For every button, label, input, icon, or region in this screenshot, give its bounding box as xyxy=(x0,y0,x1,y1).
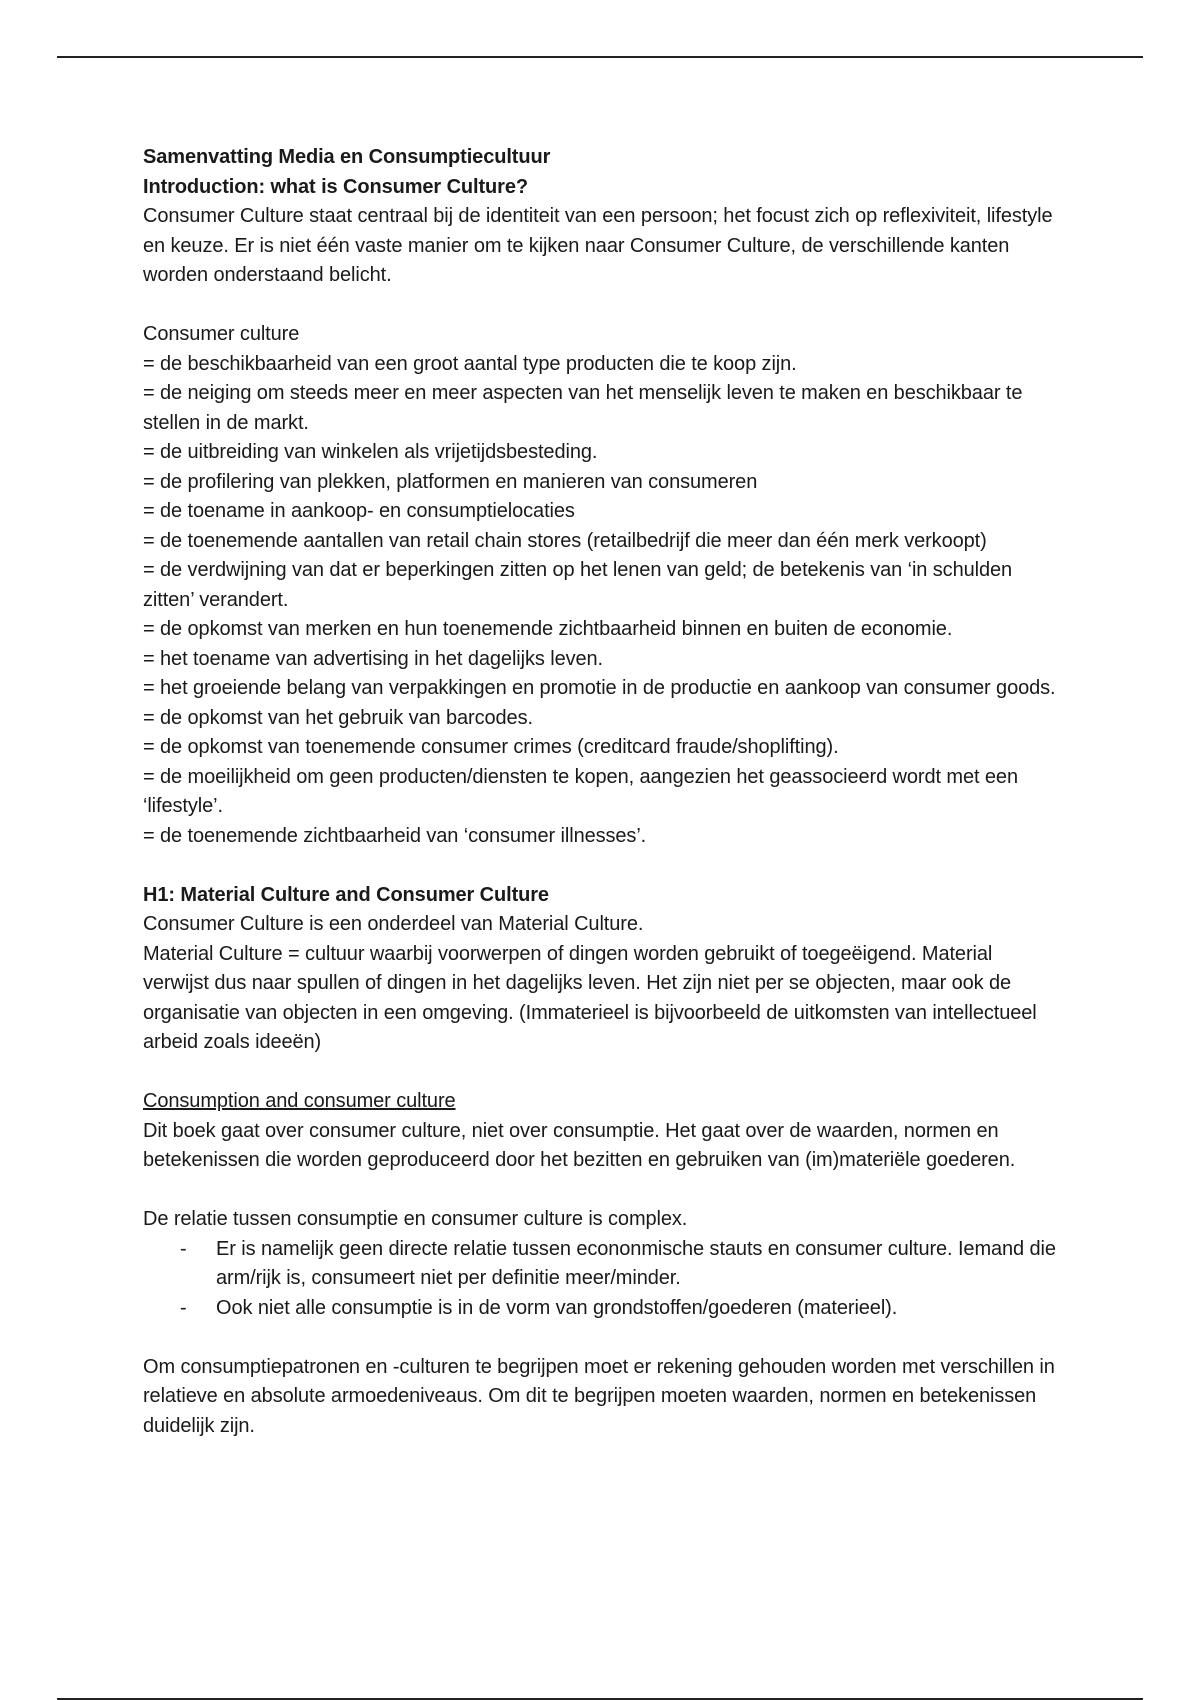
section-heading-h1: H1: Material Culture and Consumer Culture xyxy=(143,883,549,906)
document-body xyxy=(143,143,1063,1441)
header-rule xyxy=(57,56,1143,58)
definition-item: = de opkomst van het gebruik van barcodes. xyxy=(143,706,533,729)
list-item xyxy=(143,1235,1063,1294)
bullet-dash: - xyxy=(180,1237,187,1260)
spacer xyxy=(143,851,1063,881)
relation-intro: De relatie tussen consumptie en consumer culture is complex. xyxy=(143,1208,688,1230)
intro-heading: Introduction: what is Consumer Culture? xyxy=(143,175,528,198)
document-title: Samenvatting Media en Consumptiecultuur xyxy=(143,146,551,168)
definition-item: = de toenemende zichtbaarheid van ‘consumer illnesses’. xyxy=(143,824,647,847)
definition-item: = de verdwijning van dat er beperkingen zitten op het lenen van geld; de betekenis van ‘in schulden zitten’ verandert. xyxy=(143,559,1013,611)
intro-paragraph: Consumer Culture staat centraal bij de identiteit van een persoon; het focust zich op reflexiviteit, lifestyle en keuze. Er is niet één vaste manier om te kijken naar Consumer Culture, de verschillende kanten worden onderstaand belicht. xyxy=(143,205,1053,286)
subsection-heading xyxy=(143,1087,1063,1117)
definition-item: = de beschikbaarheid van een groot aantal type producten die te koop zijn. xyxy=(143,352,797,375)
definition-item: = de neiging om steeds meer en meer aspecten van het menselijk leven te maken en beschikbaar te stellen in de markt. xyxy=(143,382,1023,434)
list-item-text: Ook niet alle consumptie is in de vorm van grondstoffen/goederen (materieel). xyxy=(216,1296,898,1319)
subsection-paragraph: Dit boek gaat over consumer culture, niet over consumptie. Het gaat over de waarden, normen en betekenissen die worden geproduceerd door het bezitten en gebruiken van (im)materiële goederen. xyxy=(143,1119,1016,1171)
closing-paragraph: Om consumptiepatronen en -culturen te begrijpen moet er rekening gehouden worden met verschillen in relatieve en absolute armoedeniveaus. Om dit te begrijpen moeten waarden, normen en betekenissen duidelijk zijn. xyxy=(143,1355,1055,1437)
definition-item: = de toename in aankoop- en consumptielocaties xyxy=(143,500,575,522)
list-item xyxy=(143,1294,1063,1324)
definition-item: = de moeilijkheid om geen producten/diensten te kopen, aangezien het geassocieerd wordt met een ‘lifestyle’. xyxy=(143,765,1018,817)
spacer xyxy=(143,1058,1063,1088)
bullet-list xyxy=(143,1235,1063,1324)
definition-item: = het toename van advertising in het dagelijks leven. xyxy=(143,647,603,670)
definition-item: = de opkomst van merken en hun toenemende zichtbaarheid binnen en buiten de economie. xyxy=(143,618,953,640)
definition-item: = de uitbreiding van winkelen als vrijetijdsbesteding. xyxy=(143,441,598,463)
definition-item: = de opkomst van toenemende consumer crimes (creditcard fraude/shoplifting). xyxy=(143,736,839,758)
definition-item: = de profilering van plekken, platformen en manieren van consumeren xyxy=(143,470,758,493)
spacer xyxy=(143,291,1063,321)
bullet-dash: - xyxy=(180,1296,187,1319)
h1-line: Consumer Culture is een onderdeel van Material Culture. xyxy=(143,913,644,935)
h1-paragraph: Material Culture = cultuur waarbij voorwerpen of dingen worden gebruikt of toegeëigend. Material verwijst dus naar spullen of dingen in het dagelijks leven. Het zijn niet per se objecten, maar ook de organisatie van objecten in een omgeving. (Immaterieel is bijvoorbeeld de uitkomsten van intellectueel arbeid zoals ideeën) xyxy=(143,942,1037,1053)
list-item-text: Er is namelijk geen directe relatie tussen econonmische stauts en consumer culture. Iemand die arm/rijk is, consumeert niet per definitie meer/minder. xyxy=(216,1237,1056,1289)
definition-term: Consumer culture xyxy=(143,323,300,345)
subsection-heading-text: Consumption and consumer culture xyxy=(143,1090,456,1112)
definition-item: = het groeiende belang van verpakkingen en promotie in de productie en aankoop van consumer goods. xyxy=(143,677,1056,699)
spacer xyxy=(143,1176,1063,1206)
definition-item: = de toenemende aantallen van retail chain stores (retailbedrijf die meer dan één merk verkoopt) xyxy=(143,529,987,552)
spacer xyxy=(143,1323,1063,1353)
